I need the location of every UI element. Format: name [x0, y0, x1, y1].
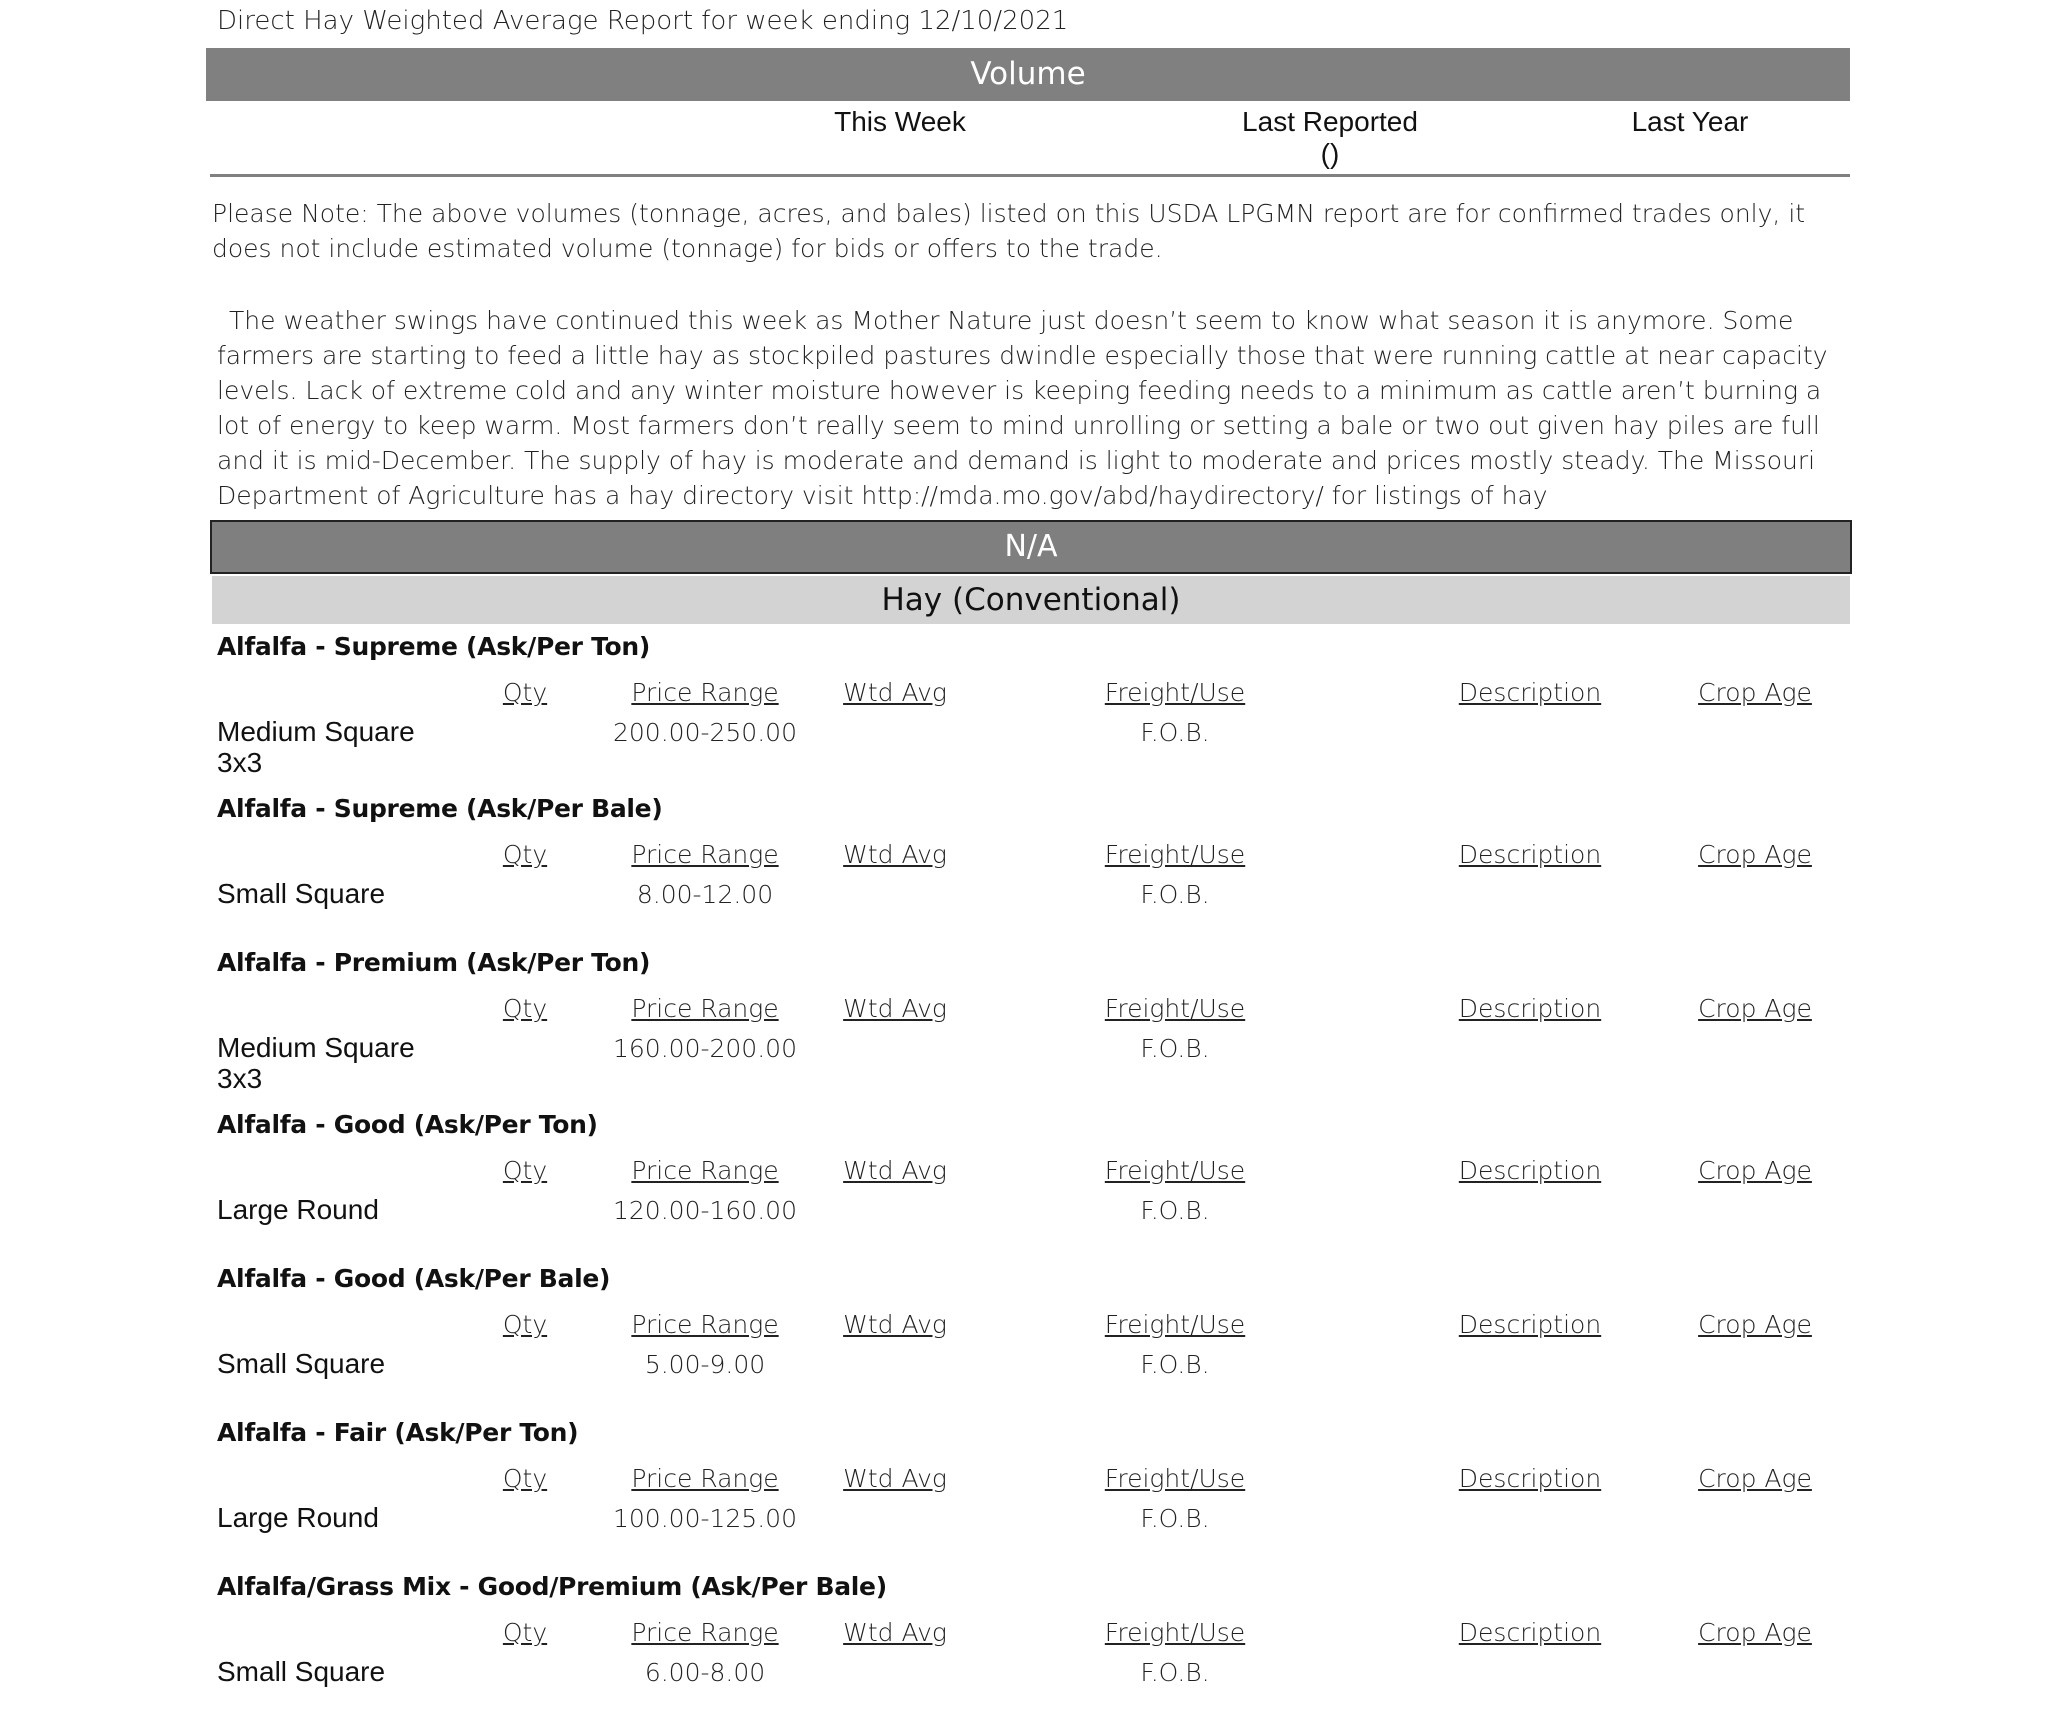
row-price-range: 120.00-160.00 — [613, 1196, 797, 1225]
col-header-wtd-avg: Wtd Avg — [843, 1156, 947, 1185]
col-header-qty: Qty — [502, 994, 548, 1023]
row-package-label: Small Square — [217, 1656, 386, 1687]
row-price-range: 8.00-12.00 — [636, 880, 774, 909]
volume-heading: Volume — [206, 48, 1850, 101]
section-title: Alfalfa - Fair (Ask/Per Ton) — [217, 1418, 579, 1447]
col-header-freight-use: Freight/Use — [1104, 840, 1246, 869]
col-header-price-range: Price Range — [631, 678, 779, 707]
row-freight-use: F.O.B. — [1140, 1350, 1210, 1379]
col-header-freight-use: Freight/Use — [1104, 1464, 1246, 1493]
row-package-label: Small Square — [217, 878, 386, 909]
col-header-freight-use: Freight/Use — [1104, 1618, 1246, 1647]
row-freight-use: F.O.B. — [1140, 1034, 1210, 1063]
row-package-label: Large Round — [217, 1194, 379, 1225]
volume-last-reported-sub: () — [1320, 138, 1340, 169]
col-header-freight-use: Freight/Use — [1104, 678, 1246, 707]
row-price-range: 160.00-200.00 — [613, 1034, 797, 1063]
row-package-label: Small Square — [217, 1348, 386, 1379]
col-header-crop-age: Crop Age — [1698, 994, 1812, 1023]
volume-col-this-week: This Week — [834, 106, 966, 137]
row-price-range: 100.00-125.00 — [613, 1504, 797, 1533]
section-title: Alfalfa - Good (Ask/Per Bale) — [217, 1264, 611, 1293]
col-header-price-range: Price Range — [631, 1618, 779, 1647]
col-header-crop-age: Crop Age — [1698, 840, 1812, 869]
category-heading: Hay (Conventional) — [212, 576, 1850, 624]
section-title: Alfalfa - Supreme (Ask/Per Bale) — [217, 794, 663, 823]
row-price-range: 5.00-9.00 — [644, 1350, 766, 1379]
col-header-description: Description — [1458, 1464, 1602, 1493]
row-freight-use: F.O.B. — [1140, 1196, 1210, 1225]
section-title: Alfalfa/Grass Mix - Good/Premium (Ask/Per Bale) — [217, 1572, 887, 1601]
col-header-price-range: Price Range — [631, 1156, 779, 1185]
col-header-description: Description — [1458, 1156, 1602, 1185]
col-header-price-range: Price Range — [631, 1464, 779, 1493]
col-header-crop-age: Crop Age — [1698, 1156, 1812, 1185]
col-header-price-range: Price Range — [631, 840, 779, 869]
col-header-wtd-avg: Wtd Avg — [843, 994, 947, 1023]
market-narrative: The weather swings have continued this week as Mother Nature just doesn’t seem to know what season it is anymore. Some farmers are starting to feed a little hay as stockpiled pastures dwindle especially those that were running cattle at near capacity levels. Lack of extreme cold and any winter moisture however is keeping feeding needs to a minimum as cattle aren’t burning a lot of energy to keep warm. Most farmers don’t really seem to mind unrolling or setting a bale or two out given hay piles are full and it is mid-December. The supply of hay is moderate and demand is light to moderate and prices mostly steady. The Missouri Department of Agriculture has a hay directory visit http://mda.mo.gov/abd/haydirectory/ for listings of hay — [217, 306, 1828, 510]
section-title: Alfalfa - Premium (Ask/Per Ton) — [217, 948, 651, 977]
col-header-qty: Qty — [502, 840, 548, 869]
col-header-description: Description — [1458, 994, 1602, 1023]
col-header-crop-age: Crop Age — [1698, 1618, 1812, 1647]
col-header-freight-use: Freight/Use — [1104, 1310, 1246, 1339]
col-header-wtd-avg: Wtd Avg — [843, 1310, 947, 1339]
row-package-label: Medium Square — [217, 716, 415, 747]
col-header-description: Description — [1458, 840, 1602, 869]
col-header-description: Description — [1458, 678, 1602, 707]
row-price-range: 200.00-250.00 — [613, 718, 797, 747]
col-header-qty: Qty — [502, 1156, 548, 1185]
row-freight-use: F.O.B. — [1140, 1658, 1210, 1687]
col-header-description: Description — [1458, 1310, 1602, 1339]
row-package-size: 3x3 — [217, 1063, 263, 1094]
col-header-price-range: Price Range — [631, 994, 779, 1023]
col-header-qty: Qty — [502, 678, 548, 707]
volume-col-last-year: Last Year — [1631, 106, 1749, 137]
col-header-freight-use: Freight/Use — [1104, 994, 1246, 1023]
col-header-qty: Qty — [502, 1310, 548, 1339]
col-header-wtd-avg: Wtd Avg — [843, 1618, 947, 1647]
col-header-crop-age: Crop Age — [1698, 678, 1812, 707]
row-freight-use: F.O.B. — [1140, 1504, 1210, 1533]
col-header-qty: Qty — [502, 1618, 548, 1647]
col-header-wtd-avg: Wtd Avg — [843, 678, 947, 707]
report-title: Direct Hay Weighted Average Report for week ending 12/10/2021 — [217, 6, 1069, 36]
row-package-size: 3x3 — [217, 747, 263, 778]
col-header-crop-age: Crop Age — [1698, 1464, 1812, 1493]
volume-divider — [210, 174, 1850, 177]
col-header-wtd-avg: Wtd Avg — [843, 1464, 947, 1493]
col-header-qty: Qty — [502, 1464, 548, 1493]
col-header-wtd-avg: Wtd Avg — [843, 840, 947, 869]
row-package-label: Large Round — [217, 1502, 379, 1533]
col-header-freight-use: Freight/Use — [1104, 1156, 1246, 1185]
row-price-range: 6.00-8.00 — [644, 1658, 766, 1687]
col-header-description: Description — [1458, 1618, 1602, 1647]
section-title: Alfalfa - Good (Ask/Per Ton) — [217, 1110, 598, 1139]
volume-note: Please Note: The above volumes (tonnage, acres, and bales) listed on this USDA LPGMN report are for confirmed trades only, it does not include estimated volume (tonnage) for bids or offers to the trade. — [212, 199, 1806, 263]
col-header-price-range: Price Range — [631, 1310, 779, 1339]
row-package-label: Medium Square — [217, 1032, 415, 1063]
region-heading: N/A — [210, 520, 1852, 574]
volume-col-last-reported: Last Reported — [1242, 106, 1418, 137]
row-freight-use: F.O.B. — [1140, 880, 1210, 909]
section-title: Alfalfa - Supreme (Ask/Per Ton) — [217, 632, 651, 661]
row-freight-use: F.O.B. — [1140, 718, 1210, 747]
col-header-crop-age: Crop Age — [1698, 1310, 1812, 1339]
